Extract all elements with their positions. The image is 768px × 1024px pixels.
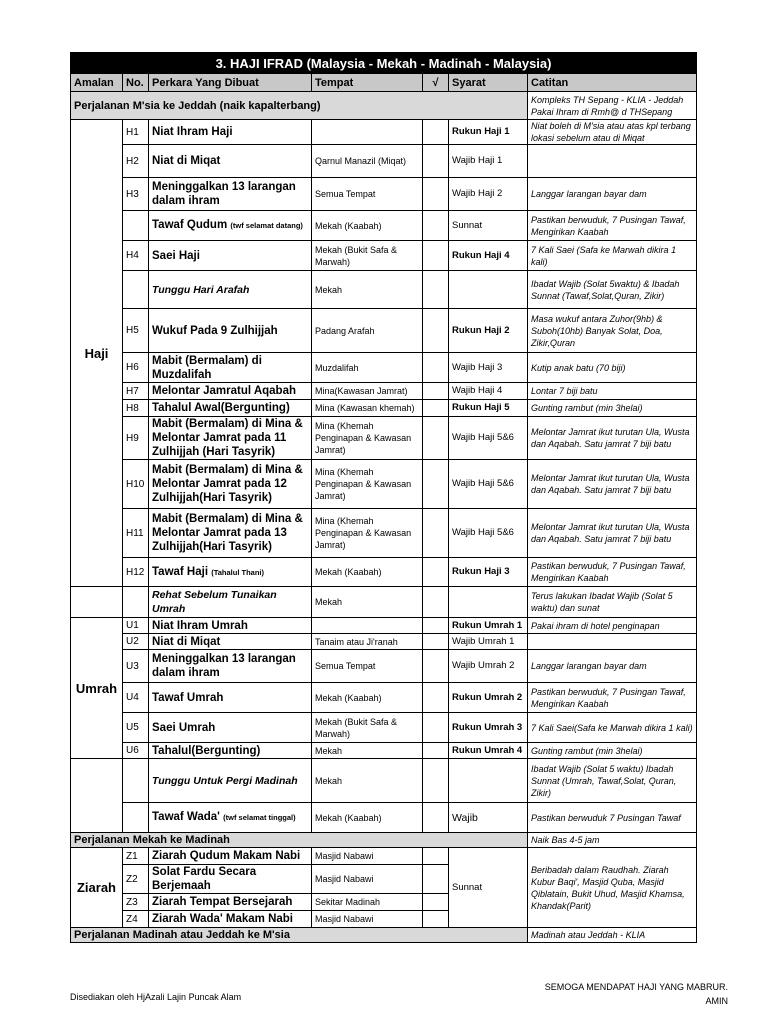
place-cell: Mina (Kawasan khemah) [312,400,423,417]
check-cell [423,650,449,683]
number-cell: H5 [123,309,149,353]
note-cell: Langgar larangan bayar dam [528,178,697,211]
place-cell: Muzdalifah [312,353,423,383]
number-cell: H7 [123,383,149,400]
note-cell: Lontar 7 biji batu [528,383,697,400]
number-cell: H6 [123,353,149,383]
requirement-cell: Wajib [449,803,528,833]
activity-cell: Rehat Sebelum Tunaikan Umrah [149,587,312,618]
number-cell: Z2 [123,865,149,894]
haji-ifrad-table [70,52,697,943]
table-row [71,650,697,683]
section-row-mekah-madinah [71,833,697,848]
table-row [71,241,697,271]
header-row [71,74,697,92]
note-cell: 7 Kali Saei(Safa ke Marwah dikira 1 kali) [528,713,697,743]
activity-text: Niat Ihram Haji [152,126,233,138]
check-cell [423,400,449,417]
haji-body [71,120,697,587]
activity-cell [149,650,312,683]
requirement-cell: Wajib Umrah 2 [449,650,528,683]
table-row [71,353,697,383]
section-label: Perjalanan Madinah atau Jeddah ke M'sia [71,928,528,943]
note-cell: Pastikan berwuduk, 7 Pusingan Tawaf, Mengirikan Kaabah [528,211,697,241]
place-cell: Semua Tempat [312,178,423,211]
number-cell: H8 [123,400,149,417]
activity-cell [149,713,312,743]
check-cell [423,509,449,558]
number-cell: H4 [123,241,149,271]
note-cell: Melontar Jamrat ikut turutan Ula, Wusta dan Aqabah. Satu jamrat 7 biji batu [528,509,697,558]
footer-blessing-line1: SEMOGA MENDAPAT HAJI YANG MABRUR. [544,982,728,992]
place-cell: Mekah [312,587,423,618]
activity-cell [149,241,312,271]
footer-blessing [545,980,728,1008]
activity-subtext: (Tahalul Thani) [211,567,265,577]
activity-text: Ziarah Qudum Makam Nabi [152,850,301,862]
table-row [71,618,697,634]
place-cell: Qarnul Manazil (Miqat) [312,145,423,178]
requirement-cell: Rukun Haji 5 [449,400,528,417]
footer-credit: Disediakan oleh HjAzali Lajin Puncak Alam [70,992,242,1002]
empty-cell [123,759,149,803]
place-cell: Mekah (Bukit Safa & Marwah) [312,241,423,271]
check-cell [423,894,449,911]
table-row [71,271,697,309]
table-title-row [71,53,697,74]
activity-cell [149,460,312,509]
check-cell [423,211,449,241]
activity-cell [149,743,312,759]
activity-text: Ziarah Wada' Makam Nabi [152,913,293,925]
place-cell: Mekah (Kaabah) [312,211,423,241]
empty-cell [123,587,149,618]
place-cell: Mina (Khemah Penginapan & Kawasan Jamrat) [312,417,423,460]
note-cell: Gunting rambut (min 3helai) [528,743,697,759]
check-cell [423,803,449,833]
activity-text: Niat Ihram Umrah [152,619,248,632]
activity-text: Mabit (Bermalam) di Muzdalifah [152,354,262,381]
section-note: Kompleks TH Sepang - KLIA - Jeddah Pakai Ihram di Rmh@ d THSepang [528,92,697,120]
section-label: Perjalanan M'sia ke Jeddah (naik kapalterbang) [71,92,528,120]
check-cell [423,383,449,400]
table-row [71,743,697,759]
note-cell: Masa wukuf antara Zuhor(9hb) & Suboh(10hb) Banyak Solat, Doa, Zikir,Quran [528,309,697,353]
activity-text: Saei Haji [152,249,200,262]
activity-text: Tawaf Haji [152,565,209,578]
note-cell: Pakai ihram di hotel penginapan [528,618,697,634]
note-cell: Melontar Jamrat ikut turutan Ula, Wusta dan Aqabah. Satu jamrat 7 biji batu [528,417,697,460]
requirement-cell: Rukun Umrah 4 [449,743,528,759]
place-cell: Mekah (Kaabah) [312,683,423,713]
note-cell: Ibadat Wajib (Solat 5 waktu) Ibadah Sunnat (Umrah, Tawaf,Solat, Quran, Zikir) [528,759,697,803]
table-title: 3. HAJI IFRAD (Malaysia - Mekah - Madinah - Malaysia) [71,53,697,74]
requirement-cell: Rukun Umrah 3 [449,713,528,743]
requirement-cell: Wajib Haji 5&6 [449,460,528,509]
number-cell: U4 [123,683,149,713]
activity-cell [149,383,312,400]
number-cell: H10 [123,460,149,509]
number-cell: H1 [123,120,149,145]
note-cell: Langgar larangan bayar dam [528,650,697,683]
header-amalan: Amalan [71,74,123,92]
activity-cell [149,178,312,211]
note-cell: Melontar Jamrat ikut turutan Ula, Wusta dan Aqabah. Satu jamrat 7 biji batu [528,460,697,509]
activity-text: Solat Fardu Secara Berjemaah [152,866,257,892]
table-row [71,759,697,803]
activity-text: Ziarah Tempat Bersejarah [152,896,293,908]
place-cell: Semua Tempat [312,650,423,683]
activity-cell [149,618,312,634]
empty-cell [123,803,149,833]
check-cell [423,271,449,309]
requirement-cell: Wajib Haji 3 [449,353,528,383]
note-cell [528,145,697,178]
number-cell: H12 [123,558,149,587]
check-cell [423,587,449,618]
note-cell: Ibadat Wajib (Solat 5waktu) & Ibadah Sunnat (Tawaf,Solat,Quran, Zikir) [528,271,697,309]
activity-text: Tahalul Awal(Bergunting) [152,402,290,414]
table-row [71,211,697,241]
check-cell [423,911,449,928]
requirement-cell: Wajib Umrah 1 [449,634,528,650]
activity-text: Niat di Miqat [152,635,221,648]
place-cell: Masjid Nabawi [312,911,423,928]
activity-subtext: (twf selamat datang) [230,221,303,230]
header-check: √ [423,74,449,92]
requirement-cell: Rukun Haji 2 [449,309,528,353]
activity-cell [149,417,312,460]
place-cell [312,618,423,634]
activity-cell [149,634,312,650]
table-row [71,634,697,650]
activity-text: Saei Umrah [152,721,216,734]
place-cell: Padang Arafah [312,309,423,353]
activity-cell [149,145,312,178]
section-row-msia-jeddah [71,92,697,120]
category-cell: Ziarah [71,848,123,928]
activity-text: Mabit (Bermalam) di Mina & Melontar Jamrat pada 11 Zulhijjah (Hari Tasyrik) [152,418,303,458]
note-cell: 7 Kali Saei (Safa ke Marwah dikira 1 kali) [528,241,697,271]
place-cell: Masjid Nabawi [312,848,423,865]
section-label: Perjalanan Mekah ke Madinah [71,833,528,848]
place-cell: Tanaim atau Ji'ranah [312,634,423,650]
check-cell [423,759,449,803]
table-row [71,417,697,460]
activity-text: Tunggu Hari Arafah [152,283,250,296]
activity-cell [149,803,312,833]
requirement-cell: Sunnat [449,848,528,928]
requirement-cell [449,759,528,803]
place-cell: Mekah (Bukit Safa & Marwah) [312,713,423,743]
requirement-cell: Rukun Haji 3 [449,558,528,587]
activity-cell [149,120,312,145]
number-cell [123,271,149,309]
check-cell [423,460,449,509]
note-cell: Terus lakukan Ibadat Wajib (Solat 5 waktu) dan sunat [528,587,697,618]
number-cell: Z4 [123,911,149,928]
check-cell [423,145,449,178]
check-cell [423,417,449,460]
requirement-cell: Rukun Umrah 2 [449,683,528,713]
header-tempat: Tempat [312,74,423,92]
check-cell [423,848,449,865]
requirement-cell: Rukun Haji 4 [449,241,528,271]
table-row [71,848,697,865]
check-cell [423,120,449,145]
activity-text: Mabit (Bermalam) di Mina & Melontar Jamrat pada 12 Zulhijjah(Hari Tasyrik) [152,464,303,504]
place-cell [312,120,423,145]
requirement-cell: Wajib Haji 4 [449,383,528,400]
place-cell: Mekah (Kaabah) [312,558,423,587]
activity-text: Meninggalkan 13 larangan dalam ihram [152,181,296,207]
empty-cell [71,759,123,833]
note-cell: Kutip anak batu (70 biji) [528,353,697,383]
activity-text: Mabit (Bermalam) di Mina & Melontar Jamrat pada 13 Zulhijjah(Hari Tasyrik) [152,513,303,553]
section-note: Madinah atau Jeddah - KLIA [528,928,697,943]
activity-cell [149,848,312,865]
place-cell: Mina (Khemah Penginapan & Kawasan Jamrat) [312,509,423,558]
table-row [71,178,697,211]
section-row-madinah-msia [71,928,697,943]
requirement-cell [449,271,528,309]
activity-text: Melontar Jamratul Aqabah [152,385,296,397]
empty-cell [71,587,123,618]
requirement-cell: Rukun Haji 1 [449,120,528,145]
requirement-cell: Wajib Haji 2 [449,178,528,211]
activity-text: Niat di Miqat [152,155,221,167]
number-cell: H2 [123,145,149,178]
section-note: Naik Bas 4-5 jam [528,833,697,848]
number-cell: U1 [123,618,149,634]
number-cell: H3 [123,178,149,211]
place-cell: Mekah [312,271,423,309]
requirement-cell: Rukun Umrah 1 [449,618,528,634]
place-cell: Mina (Khemah Penginapan & Kawasan Jamrat) [312,460,423,509]
number-cell: U3 [123,650,149,683]
check-cell [423,713,449,743]
number-cell: U5 [123,713,149,743]
table-row [71,400,697,417]
activity-cell [149,683,312,713]
activity-cell [149,400,312,417]
requirement-cell: Sunnat [449,211,528,241]
table-row [71,509,697,558]
activity-cell [149,509,312,558]
activity-text: Wukuf Pada 9 Zulhijjah [152,324,278,337]
header-no: No. [123,74,149,92]
table-row [71,803,697,833]
check-cell [423,309,449,353]
activity-text: Tawaf Wada' [152,811,220,823]
place-cell: Mekah [312,743,423,759]
activity-cell [149,558,312,587]
check-cell [423,865,449,894]
table-row [71,383,697,400]
activity-cell [149,271,312,309]
umrah-body [71,618,697,759]
activity-subtext: (twf selamat tinggal) [223,813,296,822]
place-cell: Mekah [312,759,423,803]
activity-cell [149,894,312,911]
note-cell: Pastikan berwuduk 7 Pusingan Tawaf [528,803,697,833]
number-cell: U6 [123,743,149,759]
check-cell [423,241,449,271]
activity-text: Tawaf Umrah [152,691,224,704]
table-row [71,587,697,618]
place-cell: Mina(Kawasan Jamrat) [312,383,423,400]
check-cell [423,618,449,634]
table-row [71,558,697,587]
header-catitan: Catitan [528,74,697,92]
activity-cell [149,309,312,353]
footer-blessing-line2: AMIN [705,996,728,1006]
note-cell: Niat boleh di M'sia atau atas kpl terbang lokasi sebelum atau di Miqat [528,120,697,145]
number-cell: Z3 [123,894,149,911]
number-cell: Z1 [123,848,149,865]
activity-cell [149,865,312,894]
category-cell: Haji [71,120,123,587]
check-cell [423,683,449,713]
table-row [71,145,697,178]
activity-cell [149,211,312,241]
number-cell: H9 [123,417,149,460]
note-cell: Pastikan berwuduk, 7 Pusingan Tawaf, Mengirikan Kaabah [528,558,697,587]
table-row [71,309,697,353]
check-cell [423,178,449,211]
activity-cell [149,911,312,928]
check-cell [423,558,449,587]
table-row [71,683,697,713]
place-cell: Mekah (Kaabah) [312,803,423,833]
note-cell [528,634,697,650]
activity-text: Meninggalkan 13 larangan dalam ihram [152,653,296,679]
table-row [71,120,697,145]
check-cell [423,634,449,650]
table-row [71,713,697,743]
requirement-cell: Wajib Haji 5&6 [449,417,528,460]
requirement-cell [449,587,528,618]
header-syarat: Syarat [449,74,528,92]
note-cell: Beribadah dalam Raudhah. Ziarah Kubur Baqi', Masjid Quba, Masjid Qiblatain, Bukit Uhud, Masjid Khamsa, Khandak(Parit) [528,848,697,928]
place-cell: Sekitar Madinah [312,894,423,911]
ziarah-body [71,848,697,928]
table-row [71,460,697,509]
header-perkara: Perkara Yang Dibuat [149,74,312,92]
activity-text: Tawaf Qudum [152,219,228,231]
number-cell: H11 [123,509,149,558]
note-cell: Pastikan berwuduk, 7 Pusingan Tawaf, Mengirikan Kaabah [528,683,697,713]
requirement-cell: Wajib Haji 1 [449,145,528,178]
number-cell: U2 [123,634,149,650]
activity-cell [149,353,312,383]
activity-text: Tahalul(Bergunting) [152,744,261,757]
category-cell: Umrah [71,618,123,759]
requirement-cell: Wajib Haji 5&6 [449,509,528,558]
note-cell: Gunting rambut (min 3helai) [528,400,697,417]
check-cell [423,743,449,759]
check-cell [423,353,449,383]
number-cell [123,211,149,241]
activity-cell: Tunggu Untuk Pergi Madinah [149,759,312,803]
document-page [70,52,696,943]
place-cell: Masjid Nabawi [312,865,423,894]
